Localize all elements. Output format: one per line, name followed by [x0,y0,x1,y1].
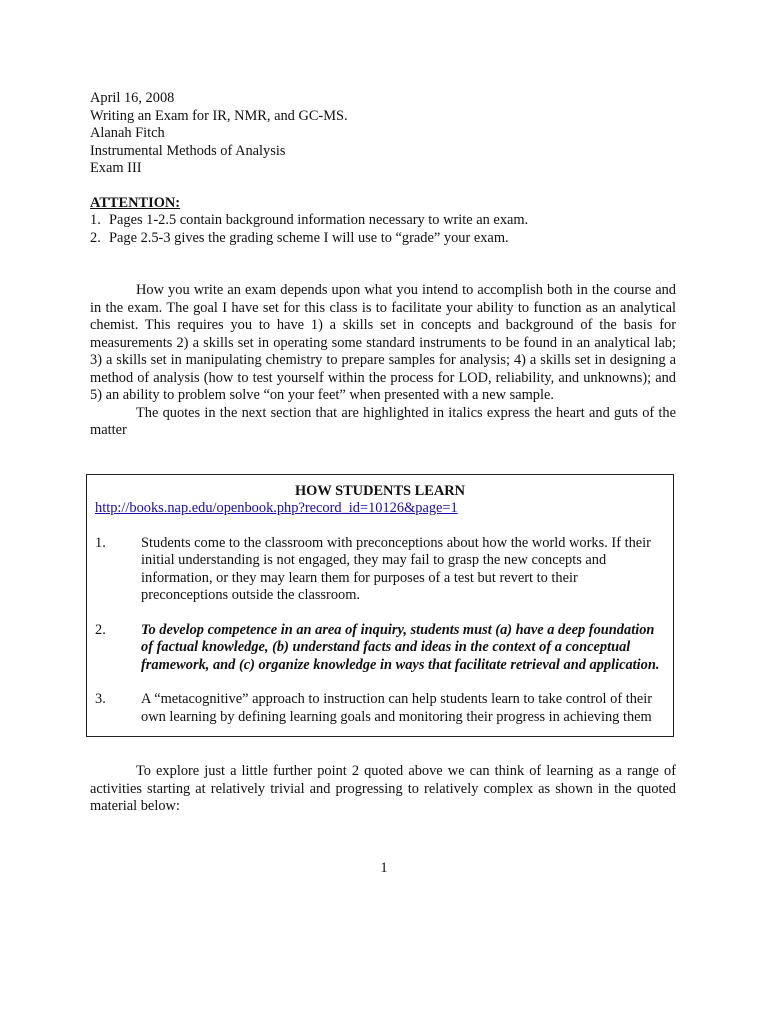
attention-item-text: Page 2.5-3 gives the grading scheme I will use to “grade” your exam. [109,229,509,246]
how-students-learn-box [86,474,674,738]
learning-principle-item [95,691,665,726]
header-author: Alanah Fitch [90,125,165,141]
attention-item-number: 2. [90,229,101,246]
box-title: HOW STUDENTS LEARN [294,482,466,499]
learning-principles-list [95,535,665,727]
header-subject: Writing an Exam for IR, NMR, and GC-MS. [90,107,348,124]
header-date: April 16, 2008 [90,90,175,106]
principle-text-emphasized: To develop competence in an area of inquiry, students must (a) have a deep foundation of factual knowledge, (b) understand facts and ideas in the context of a conceptual framework, and (c) organize knowledge in ways that facilitate retrieval and application. [141,621,660,673]
document-header [90,90,676,178]
principle-text: A “metacognitive” approach to instruction can help students learn to take control of their own learning by defining learning goals and monitoring their progress in achieving them [141,691,653,725]
learning-principle-item [95,535,665,605]
document-page [90,90,676,816]
page-number: 1 [380,860,388,876]
source-link[interactable]: http://books.nap.edu/openbook.php?record_id=10126&page=1 [95,500,458,516]
attention-item-text: Pages 1-2.5 contain background information necessary to write an exam. [109,212,529,228]
attention-item-number: 1. [90,212,101,228]
principle-number: 1. [95,534,106,551]
learning-principle-item [95,622,665,675]
attention-list [90,212,676,247]
attention-heading: ATTENTION: [90,194,181,211]
header-exam: Exam III [90,160,142,176]
principle-text: Students come to the classroom with preconceptions about how the world works. If their initial understanding is not engaged, they may fail to grasp the new concepts and information, or they may learn them for purposes of a test but revert to their preconceptions outside the classroom. [141,534,651,603]
principle-number: 2. [95,621,106,638]
attention-item [90,230,676,248]
quotes-paragraph: The quotes in the next section that are highlighted in italics express the heart and guts of the matter [90,404,676,438]
attention-item [90,212,676,230]
principle-number: 3. [95,691,106,707]
intro-paragraph: How you write an exam depends upon what you intend to accomplish both in the course and in the exam. The goal I have set for this class is to facilitate your ability to function as an analytical chemist. This requires you to have 1) a skills set in concepts and background of the basis for measurements 2) a skills set in operating some standard instruments to be found in an analytical lab; 3) a skills set in manipulating chemistry to prepare samples for analysis; 4) a skills set in designing a method of analysis (how to test yourself within the process for LOD, reliability, and unknowns); and 5) an ability to problem solve “on your feet” when presented with a new sample. [90,282,676,403]
explore-paragraph: To explore just a little further point 2 quoted above we can think of learning as a range of activities starting at relatively trivial and progressing to relatively complex as shown in the quoted material below: [90,763,676,814]
header-course: Instrumental Methods of Analysis [90,142,286,159]
